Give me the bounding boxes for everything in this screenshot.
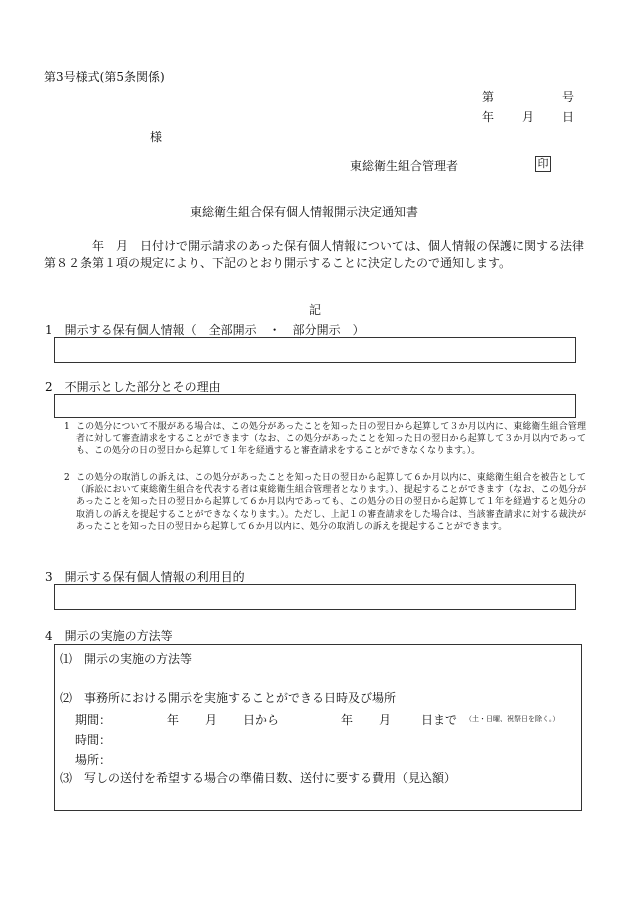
note-number: 2 [64,473,70,483]
period-to-year: 年 [341,713,354,727]
date-year: 年 [482,110,495,124]
form-number: 第3号様式(第5条関係) [44,70,165,84]
ki-heading: 記 [309,303,322,317]
period-exclusion-note: （土・日曜、祝祭日を除く。） [465,715,560,723]
document-title: 東総衛生組合保有個人情報開示決定通知書 [190,205,419,219]
appeal-note-2 [64,472,586,562]
seal-mark: 印 [535,156,551,172]
period-to-month: 月 [379,713,392,727]
section2-field[interactable] [54,394,576,418]
place-label: 場所： [75,753,112,767]
section1-heading: 1 開示する保有個人情報（ 全部開示 ・ 部分開示 ） [45,323,365,337]
doc-number-go: 号 [562,90,575,104]
period-from-month: 月 [205,713,218,727]
issuer-name: 東総衛生組合管理者 [350,159,459,173]
note-text: この処分の取消しの訴えは、この処分があったことを知った日の翌日から起算して６か月以内に、東総衛生組合を被告として（訴訟において東総衛生組合を代表する者は東総衛生組合管理者となります。）、提起することができます（なお、この処分があったことを知った日の翌日から起算して６か月以内であっても、この処分の日の翌日から起算して１年を経過すると処分の取消しの訴えを提起することができなくなります。）。ただし、上記１の審査請求をした場合は、当該審査請求に対する裁決があったことを知った日の翌日から起算して６か月以内に、処分の取消しの訴えを提起することができます。 [76,473,586,532]
date-month: 月 [522,110,535,124]
period-label: 期間： [75,713,112,727]
section4-box [54,644,582,811]
note-number: 1 [64,422,70,432]
time-label: 時間： [75,733,112,747]
doc-number-dai: 第 [482,90,495,104]
note-text: この処分について不服がある場合は、この処分があったことを知った日の翌日から起算して３か月以内に、東総衛生組合管理者に対して審査請求をすることができます（なお、この処分があったことを知った日の翌日から起算して３か月以内であっても、この処分の日の翌日から起算して１年を経過すると審査請求をすることができなくなります。）。 [76,422,586,457]
section4-heading: 4 開示の実施の方法等 [45,629,173,643]
period-from-day: 日から [243,713,280,727]
section2-heading: 2 不開示とした部分とその理由 [45,380,221,394]
appeal-note-1 [64,421,586,471]
date-day: 日 [562,110,575,124]
period-from-year: 年 [167,713,180,727]
section1-field[interactable] [54,337,576,363]
sub1-label: ⑴ 開示の実施の方法等 [60,652,193,666]
notice-body: 年 月 日付けで開示請求のあった保有個人情報については、個人情報の保護に関する法律第８２条第１項の規定により、下記のとおり開示することに決定したので通知します。 [44,239,584,270]
section3-field[interactable] [54,584,576,610]
addressee-suffix: 様 [150,130,163,144]
sub2-label: ⑵ 事務所における開示を実施することができる日時及び場所 [60,691,397,705]
period-to-day: 日まで [421,713,458,727]
section3-heading: 3 開示する保有個人情報の利用目的 [45,570,245,584]
sub3-label: ⑶ 写しの送付を希望する場合の準備日数、送付に要する費用（見込額） [60,771,457,785]
